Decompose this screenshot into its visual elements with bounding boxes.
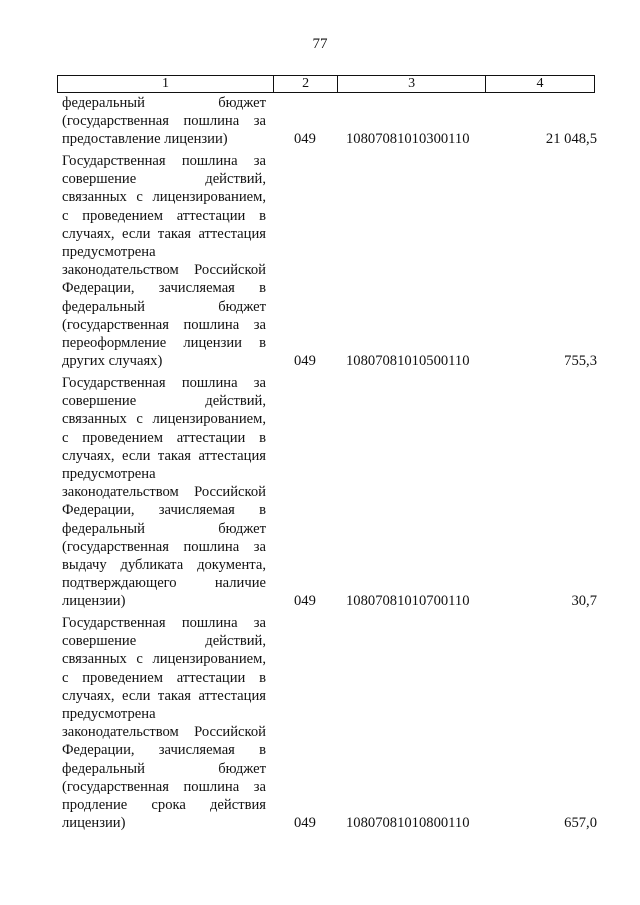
row-kbk: 10807081010800110 — [346, 815, 470, 831]
column-header-4: 4 — [485, 76, 594, 93]
description-line: федеральный бюджет — [62, 520, 266, 537]
description-line: Федерации, зачисляемая в — [62, 502, 266, 519]
description-line: законодательством Российской — [62, 724, 266, 741]
description-line: федеральный бюджет — [62, 760, 266, 777]
description-line: случаях, если такая аттестация — [62, 447, 266, 464]
description-line: связанных с лицензированием, — [62, 651, 266, 668]
row-description — [62, 152, 266, 370]
column-header-2: 2 — [273, 76, 337, 93]
table-row — [0, 152, 640, 374]
column-header-table — [57, 75, 595, 93]
description-line: Государственная пошлина за — [62, 153, 266, 169]
description-line: подтверждающего наличие — [62, 575, 266, 592]
description-line: законодательством Российской — [62, 262, 266, 279]
description-line: связанных с лицензированием, — [62, 189, 266, 206]
description-line: с проведением аттестации в — [62, 207, 266, 224]
row-code: 049 — [294, 353, 316, 369]
row-amount: 30,7 — [571, 593, 597, 609]
table-row — [0, 94, 640, 152]
description-line: с проведением аттестации в — [62, 669, 266, 686]
description-line: продление срока действия — [62, 797, 266, 814]
row-kbk: 10807081010700110 — [346, 593, 470, 609]
description-line: (государственная пошлина за — [62, 113, 266, 130]
description-line: Государственная пошлина за — [62, 375, 266, 391]
description-line: (государственная пошлина за — [62, 538, 266, 555]
description-line: предусмотрена — [62, 706, 156, 723]
column-header-3: 3 — [338, 76, 486, 93]
row-amount: 657,0 — [564, 815, 597, 831]
description-line: совершение действий, — [62, 633, 266, 650]
row-description — [62, 614, 266, 832]
row-amount: 21 048,5 — [545, 131, 597, 147]
description-line: предусмотрена — [62, 244, 156, 261]
description-line: связанных с лицензированием, — [62, 411, 266, 428]
description-line: переоформление лицензии в — [62, 335, 266, 352]
description-line: лицензии) — [62, 815, 126, 832]
row-description — [62, 374, 266, 611]
description-line: федеральный бюджет — [62, 95, 266, 111]
description-line: (государственная пошлина за — [62, 316, 266, 333]
description-line: лицензии) — [62, 593, 126, 610]
row-kbk: 10807081010500110 — [346, 353, 470, 369]
table-row — [0, 614, 640, 836]
row-kbk: 10807081010300110 — [346, 131, 470, 147]
row-amount: 755,3 — [564, 353, 597, 369]
description-line: других случаях) — [62, 353, 163, 370]
description-line: Государственная пошлина за — [62, 615, 266, 631]
row-code: 049 — [294, 131, 316, 147]
description-line: с проведением аттестации в — [62, 429, 266, 446]
description-line: (государственная пошлина за — [62, 778, 266, 795]
page-number: 77 — [312, 36, 328, 52]
description-line: совершение действий, — [62, 393, 266, 410]
description-line: случаях, если такая аттестация — [62, 687, 266, 704]
description-line: законодательством Российской — [62, 484, 266, 501]
column-header-1: 1 — [58, 76, 274, 93]
row-description — [62, 94, 266, 149]
description-line: федеральный бюджет — [62, 298, 266, 315]
description-line: выдачу дубликата документа, — [62, 557, 266, 574]
description-line: случаях, если такая аттестация — [62, 225, 266, 242]
description-line: предоставление лицензии) — [62, 131, 228, 148]
row-code: 049 — [294, 593, 316, 609]
description-line: Федерации, зачисляемая в — [62, 742, 266, 759]
description-line: Федерации, зачисляемая в — [62, 280, 266, 297]
table-row — [0, 374, 640, 614]
description-line: совершение действий, — [62, 171, 266, 188]
row-code: 049 — [294, 815, 316, 831]
column-header-row — [58, 76, 595, 93]
description-line: предусмотрена — [62, 466, 156, 483]
